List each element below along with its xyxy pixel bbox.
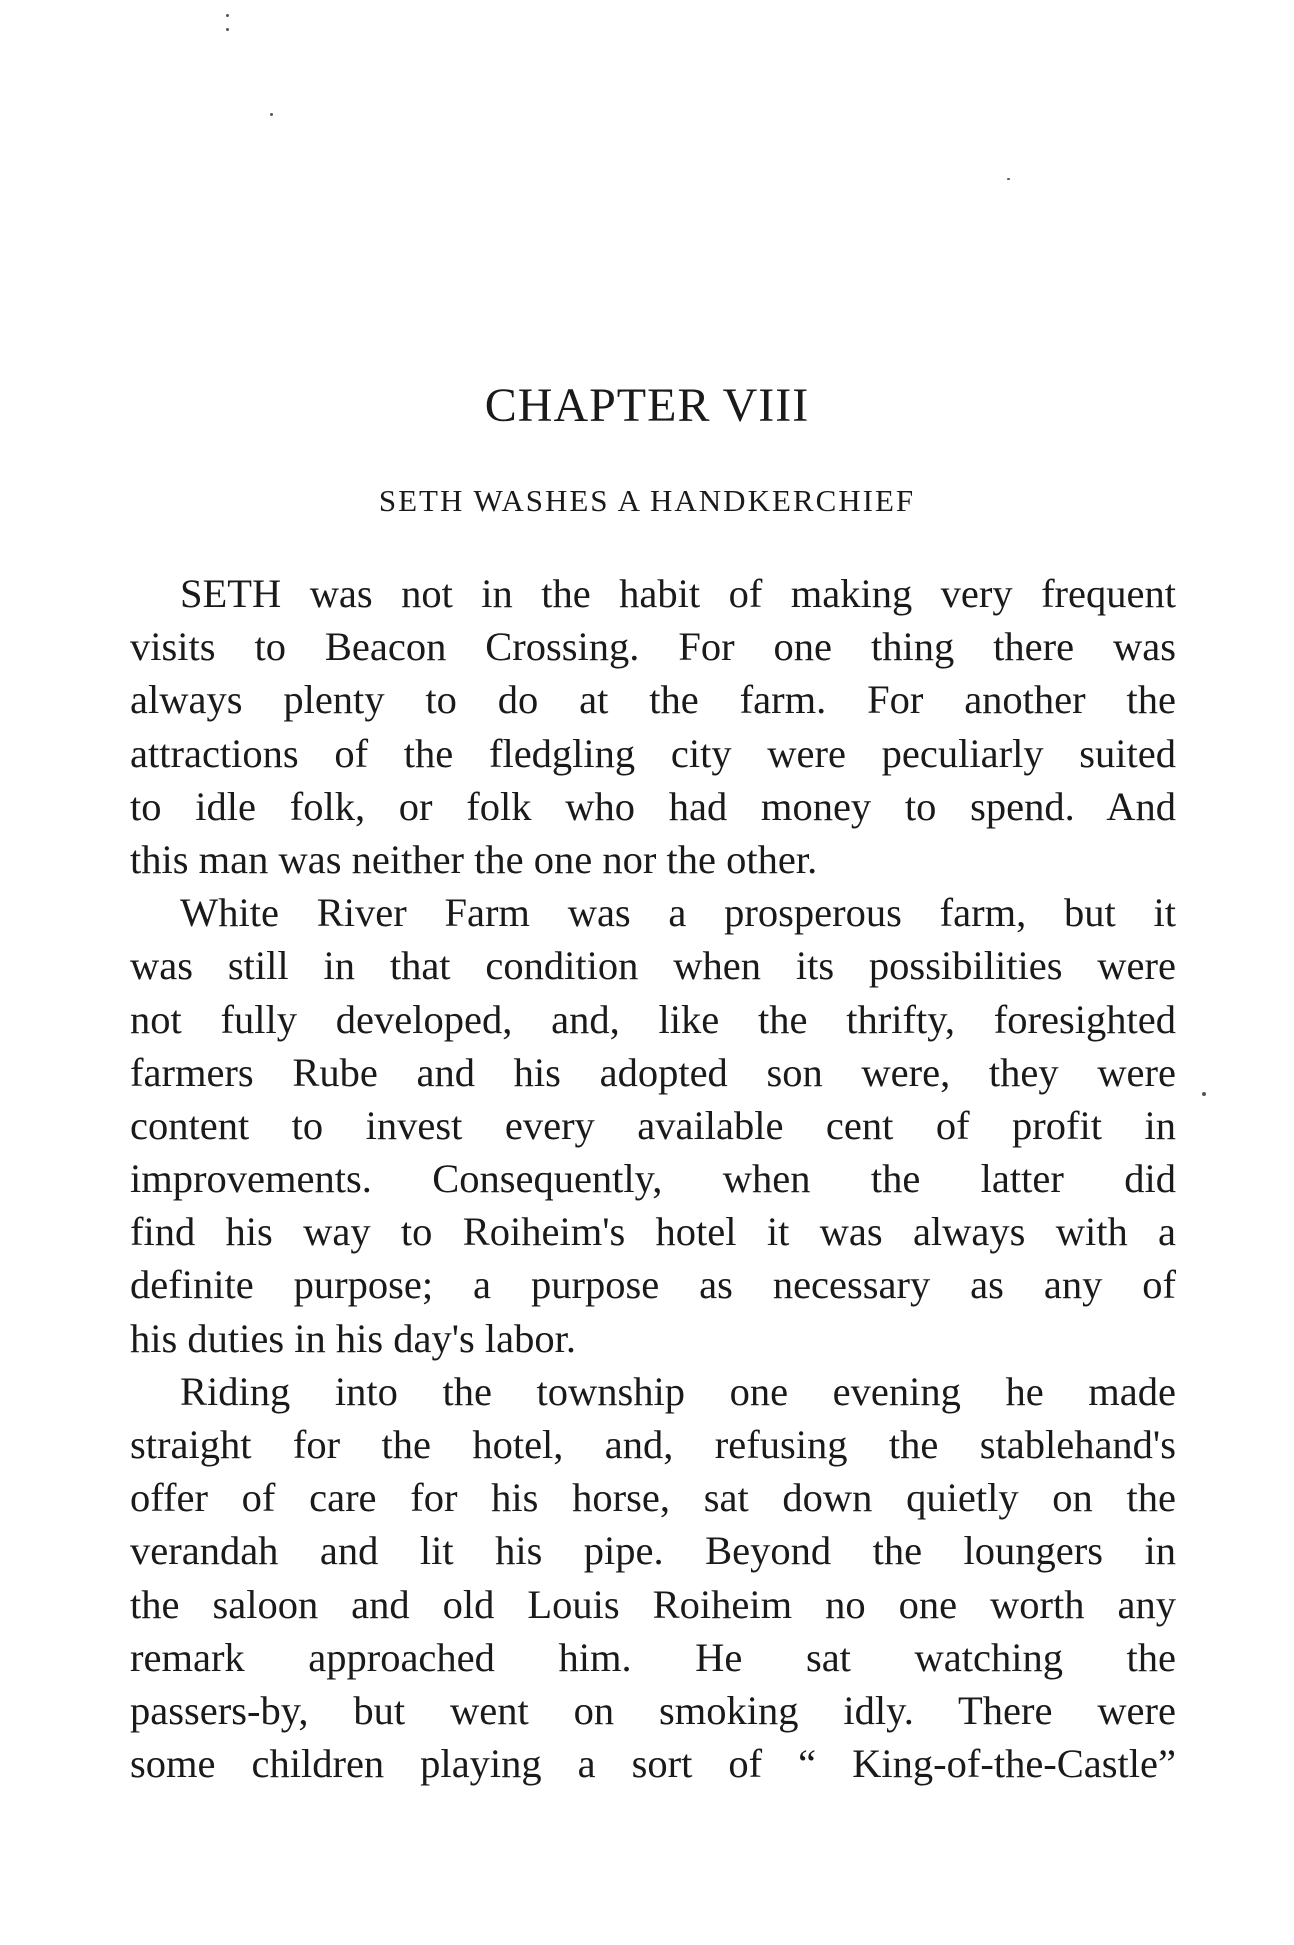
text-line: White River Farm was a prosperous farm, but it — [180, 890, 1176, 936]
text-line: attractions of the fledgling city were peculiarly suited — [130, 730, 1176, 776]
text-line: was still in that condition when its possibilities were — [130, 943, 1176, 989]
text-line: improvements. Consequently, when the latter did — [130, 1156, 1176, 1202]
text-line: this man was neither the one nor the other. — [130, 836, 818, 882]
text-line: find his way to Roiheim's hotel it was always with a — [130, 1209, 1176, 1255]
scan-speck — [1007, 178, 1010, 180]
text-line: farmers Rube and his adopted son were, they were — [130, 1049, 1176, 1095]
chapter-title: CHAPTER VIII — [484, 379, 810, 432]
scan-speck — [226, 14, 229, 17]
text-line: remark approached him. He sat watching the — [130, 1634, 1176, 1680]
text-line: to idle folk, or folk who had money to spend. And — [130, 783, 1176, 829]
text-line: passers-by, but went on smoking idly. There were — [130, 1687, 1176, 1733]
body-text — [130, 567, 1176, 1790]
paragraph — [130, 567, 1176, 886]
text-line: content to invest every available cent of profit in — [130, 1102, 1176, 1148]
text-line: straight for the hotel, and, refusing the stablehand's — [130, 1422, 1176, 1467]
text-line: always plenty to do at the farm. For another the — [130, 677, 1176, 723]
text-line: Riding into the township one evening he made — [180, 1368, 1176, 1414]
paragraph — [130, 1365, 1176, 1791]
text-line: verandah and lit his pipe. Beyond the loungers in — [130, 1528, 1176, 1574]
text-line: definite purpose; a purpose as necessary as any of — [130, 1262, 1176, 1308]
text-line: the saloon and old Louis Roiheim no one worth any — [130, 1581, 1176, 1627]
text-line: his duties in his day's labor. — [130, 1315, 577, 1361]
paragraph — [130, 886, 1176, 1365]
scan-speck — [270, 113, 273, 116]
chapter-subtitle: SETH WASHES A HANDKERCHIEF — [378, 483, 916, 518]
text-line: not fully developed, and, like the thrifty, foresighted — [130, 996, 1176, 1042]
text-line: visits to Beacon Crossing. For one thing there was — [130, 624, 1176, 670]
text-line: some children playing a sort of “ King-of-the-Castle” — [130, 1741, 1176, 1787]
scan-speck — [226, 28, 229, 31]
text-line: SETH was not in the habit of making very frequent — [180, 571, 1176, 616]
scan-speck — [1202, 1092, 1206, 1096]
text-line: offer of care for his horse, sat down quietly on the — [130, 1475, 1176, 1521]
